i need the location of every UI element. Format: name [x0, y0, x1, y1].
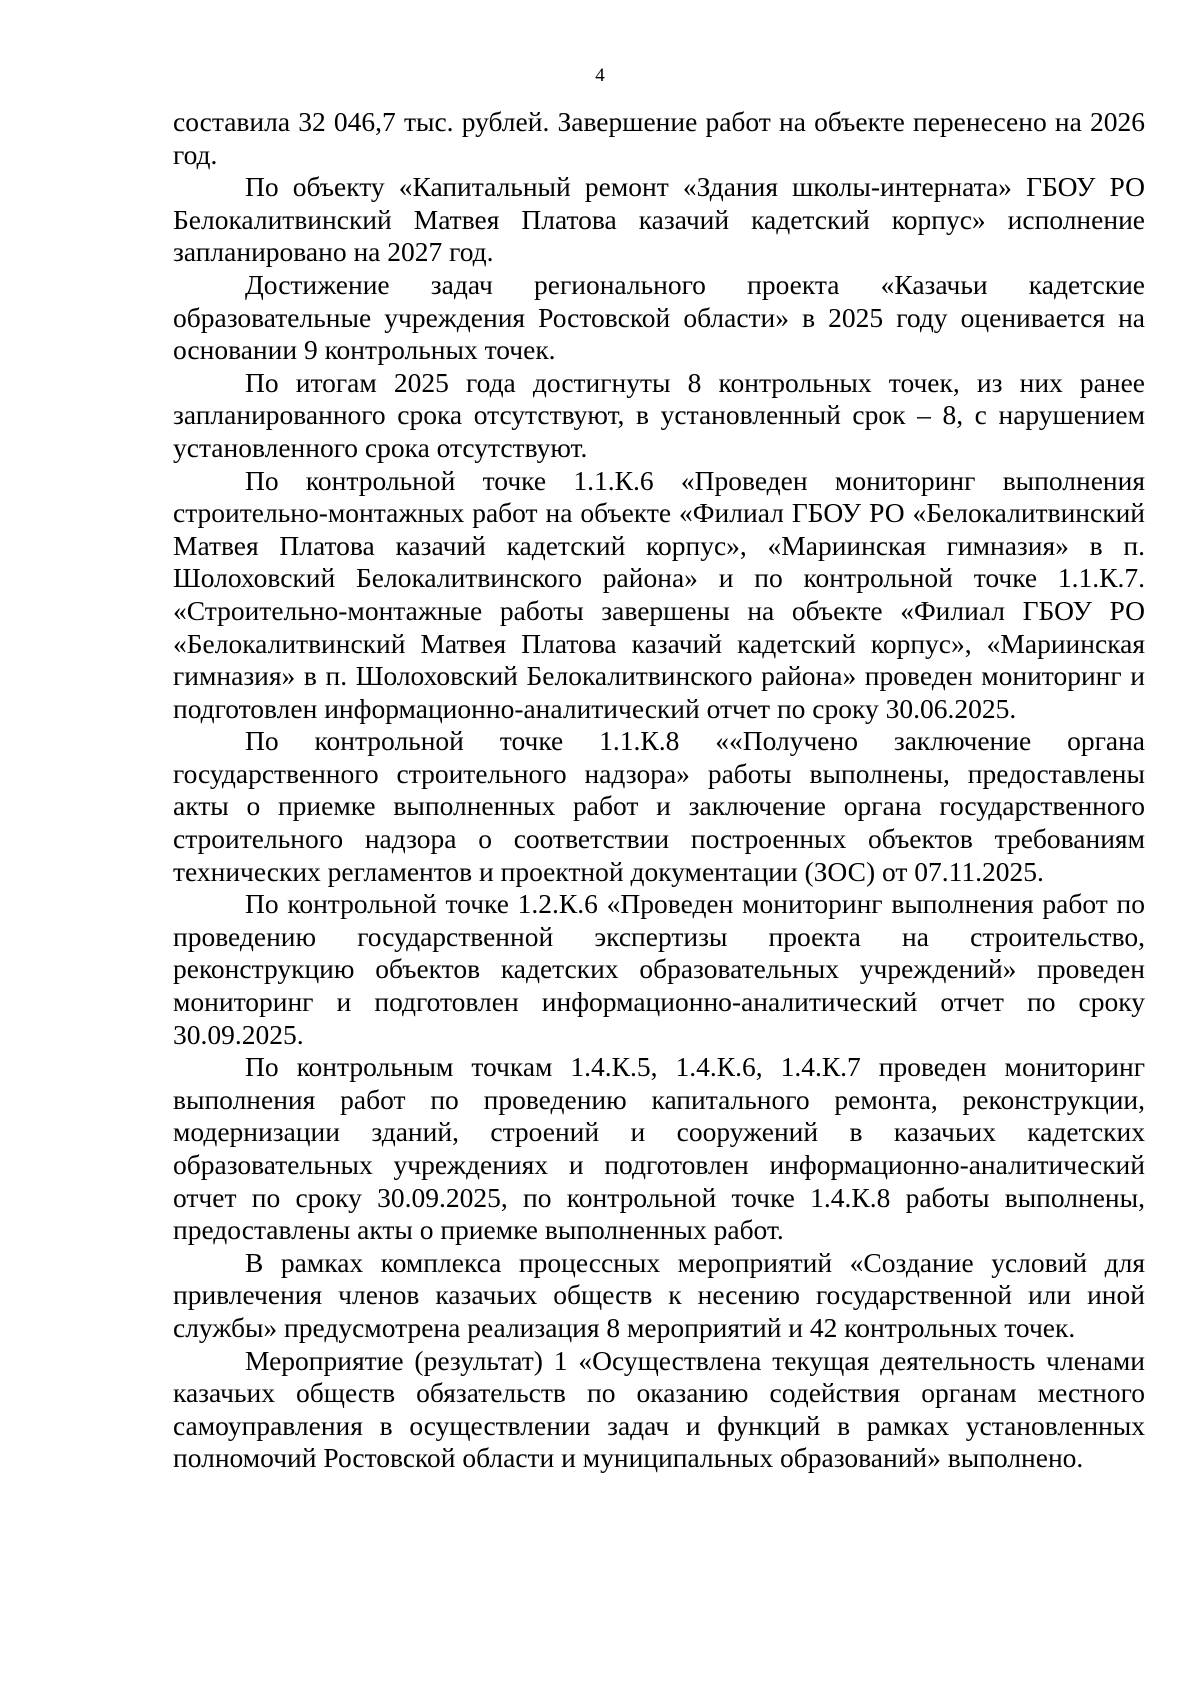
- page-number: 4: [595, 65, 605, 86]
- paragraph-checkpoint-1-1-k-8: По контрольной точке 1.1.К.8 ««Получено заключение органа государственного строительного надзора» работы выполнены, предоставлены акты о приемке выполненных работ и заключение органа государственного строительного надзора о соответствии построенных объектов требованиям технических регламентов и проектной документации (ЗОС) от 07.11.2025.: [173, 725, 1145, 887]
- paragraph-checkpoint-1-1-k-6: По контрольной точке 1.1.К.6 «Проведен мониторинг выполнения строительно-монтажных работ на объекте «Филиал ГБОУ РО «Белокалитвинский Матвея Платова казачий кадетский корпус», «Мариинская гимназия» в п. Шолоховский Белокалитвинского района» и по контрольной точке 1.1.К.7. «Строительно-монтажные работы завершены на объекте «Филиал ГБОУ РО «Белокалитвинский Матвея Платова казачий кадетский корпус», «Мариинская гимназия» в п. Шолоховский Белокалитвинского района» проведен мониторинг и подготовлен информационно-аналитический отчет по сроку 30.06.2025.: [173, 464, 1145, 724]
- paragraph-regional-project: Достижение задач регионального проекта «Казачьи кадетские образовательные учреждения Ростовской области» в 2025 году оценивается на основании 9 контрольных точек.: [173, 268, 1145, 366]
- paragraph-continuation: составила 32 046,7 тыс. рублей. Завершение работ на объекте перенесено на 2026 год.: [173, 106, 1145, 170]
- paragraph-checkpoints-1-4: По контрольным точкам 1.4.К.5, 1.4.К.6, 1.4.К.7 проведен мониторинг выполнения работ по проведению капитального ремонта, реконструкции, модернизации зданий, строений и сооружений в казачьих кадетских образовательных учреждениях и подготовлен информационно-аналитический отчет по сроку 30.09.2025, по контрольной точке 1.4.К.8 работы выполнены, предоставлены акты о приемке выполненных работ.: [173, 1051, 1145, 1246]
- paragraph-measure-1: Мероприятие (результат) 1 «Осуществлена текущая деятельность членами казачьих обществ обязательств по оказанию содействия органам местного самоуправления в осуществлении задач и функций в рамках установленных полномочий Ростовской области и муниципальных образований» выполнено.: [173, 1344, 1145, 1474]
- paragraph-checkpoint-1-2-k-6: По контрольной точке 1.2.К.6 «Проведен мониторинг выполнения работ по проведению государственной экспертизы проекта на строительство, реконструкцию объектов кадетских образовательных учреждений» проведен мониторинг и подготовлен информационно-аналитический отчет по сроку 30.09.2025.: [173, 888, 1145, 1050]
- paragraph-capital-repair-school: По объекту «Капитальный ремонт «Здания школы-интерната» ГБОУ РО Белокалитвинский Матвея Платова казачий кадетский корпус» исполнение запланировано на 2027 год.: [173, 171, 1145, 268]
- paragraph-process-measures: В рамках комплекса процессных мероприятий «Создание условий для привлечения членов казачьих обществ к несению государственной или иной службы» предусмотрена реализация 8 мероприятий и 42 контрольных точек.: [173, 1246, 1145, 1343]
- paragraph-results-2025: По итогам 2025 года достигнуты 8 контрольных точек, из них ранее запланированного срока отсутствуют, в установленный срок – 8, с нарушением установленного срока отсутствуют.: [173, 366, 1145, 463]
- document-body: [173, 106, 1145, 1475]
